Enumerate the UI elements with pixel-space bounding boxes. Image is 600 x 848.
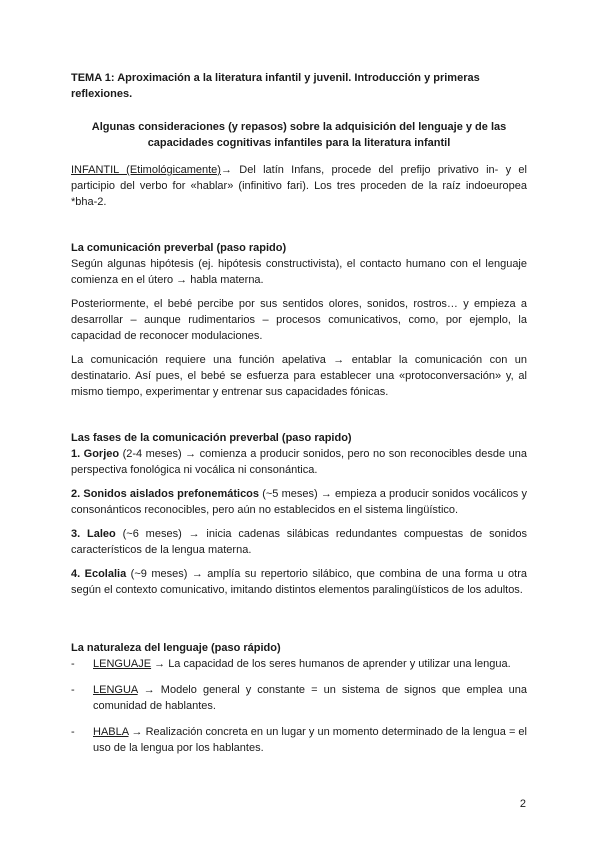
etymology-text: → Del latín Infans, procede del prefijo privativo in- y el participio del verbo for «hablar» (infinitivo fari). Los tres proceden de la raíz indoeuropea *bha-2. xyxy=(71,164,527,208)
dash-bullet-icon: - xyxy=(71,726,75,738)
section-heading-preverbal: La comunicación preverbal (paso rapido) xyxy=(71,242,287,254)
phase-text: (~5 meses) → empieza a producir sonidos vocálicos y consonánticos reconocibles, pero aún no establecidos en el sistema lingüístico. xyxy=(71,488,527,516)
preverbal-paragraph-2: Posteriormente, el bebé percibe por sus sentidos olores, sonidos, rostros… y empieza a desarrollar – aunque rudimentarios – procesos comunicativos, como, por ejemplo, la capacidad de reconocer modulaciones. xyxy=(71,298,527,342)
document-page xyxy=(71,70,527,756)
document-subtitle: Algunas consideraciones (y repasos) sobre la adquisición del lenguaje y de las capacidades cognitivas infantiles para la literatura infantil xyxy=(91,121,507,149)
phase-item xyxy=(71,566,527,598)
definition-text: → Realización concreta en un lugar y un momento determinado de la lengua = el uso de la lengua por los hablantes. xyxy=(93,726,527,754)
language-definitions-list xyxy=(71,656,527,756)
list-item xyxy=(71,656,527,672)
phase-text: (~9 meses) → amplía su repertorio silábico, que combina de una forma u otra según el contexto comunicativo, imitando distintos elementos paralingüísticos de los adultos. xyxy=(71,568,528,596)
phase-item xyxy=(71,526,527,558)
definition-term: LENGUAJE xyxy=(93,658,152,670)
section-heading-phases: Las fases de la comunicación preverbal (paso rapido) xyxy=(71,432,352,444)
etymology-paragraph xyxy=(71,162,527,210)
definition-text: → Modelo general y constante = un sistema de signos que emplea una comunidad de hablantes. xyxy=(93,684,527,712)
section-heading-nature: La naturaleza del lenguaje (paso rápido) xyxy=(71,642,281,654)
phase-label: 2. Sonidos aislados prefonemáticos xyxy=(71,488,260,500)
phase-label: 4. Ecolalia xyxy=(71,568,127,580)
phase-item xyxy=(71,486,527,518)
list-item xyxy=(71,682,527,714)
phase-text: (2-4 meses) → comienza a producir sonidos, pero no son reconocibles desde una perspectiva fonológica ni vocálica ni consonántica. xyxy=(71,448,527,476)
phase-label: 3. Laleo xyxy=(71,528,116,540)
etymology-term: INFANTIL (Etimológicamente) xyxy=(71,164,221,176)
list-item xyxy=(71,724,527,756)
definition-term: LENGUA xyxy=(93,684,138,696)
definition-text: → La capacidad de los seres humanos de aprender y utilizar una lengua. xyxy=(151,658,511,670)
phase-text: (~6 meses) → inicia cadenas silábicas redundantes compuestas de sonidos característicos de la lengua materna. xyxy=(71,528,527,556)
preverbal-paragraph-1: Según algunas hipótesis (ej. hipótesis constructivista), el contacto humano con el lenguaje comienza en el útero → habla materna. xyxy=(71,258,527,286)
preverbal-paragraph-3: La comunicación requiere una función apelativa → entablar la comunicación con un destinatario. Así pues, el bebé se esfuerza para establecer una «protoconversación» y, al mismo tiempo, experimentar y entrenar sus capacidades fónicas. xyxy=(71,354,527,398)
document-title: TEMA 1: Aproximación a la literatura infantil y juvenil. Introducción y primeras reflexiones. xyxy=(71,72,480,100)
phase-item xyxy=(71,446,527,478)
page-number: 2 xyxy=(519,798,526,810)
dash-bullet-icon: - xyxy=(71,684,75,696)
phase-label: 1. Gorjeo xyxy=(71,448,120,460)
definition-term: HABLA xyxy=(93,726,129,738)
dash-bullet-icon: - xyxy=(71,658,75,670)
